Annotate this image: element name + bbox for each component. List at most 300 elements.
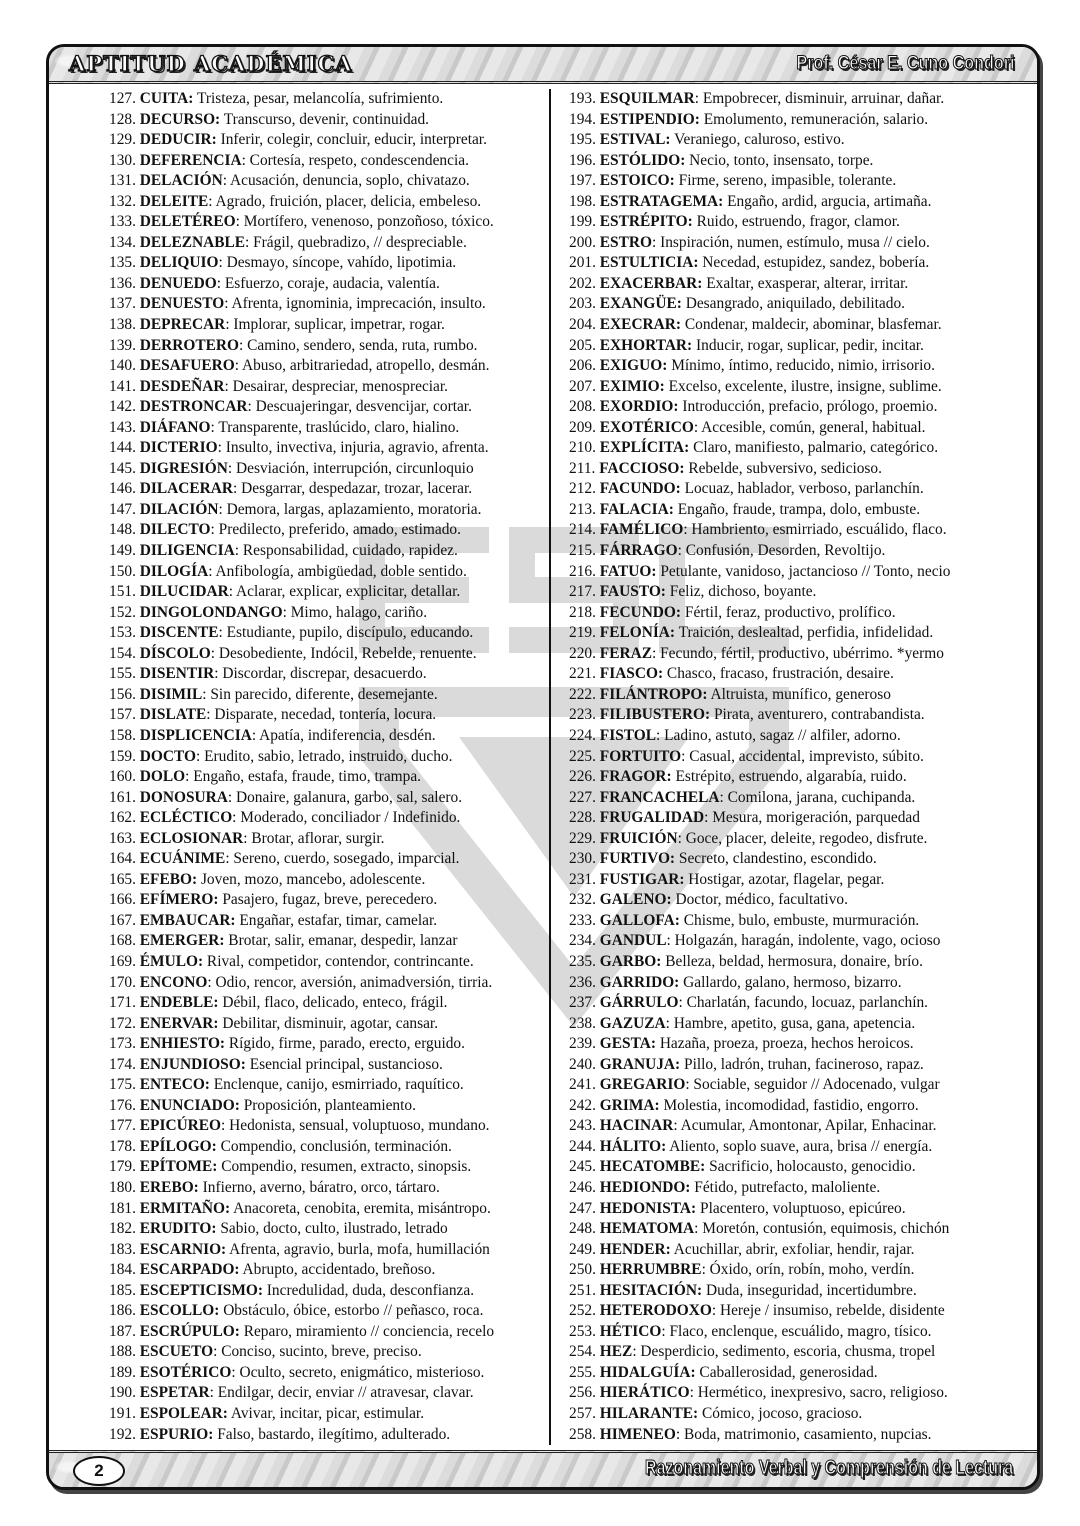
entry-definition: : Charlatán, facundo, locuaz, parlanchín.: [678, 994, 929, 1012]
entry-definition: Mínimo, íntimo, reducido, nimio, irrisorio.: [667, 357, 935, 375]
entry-term: GRANUJA:: [599, 1055, 681, 1073]
entry-term: EXOTÉRICO: [599, 418, 694, 436]
entry-definition: : Insulto, invectiva, injuria, agravio, afrenta.: [217, 439, 489, 457]
entry-term: DINGOLONDANGO: [139, 603, 283, 621]
entry-number: 249.: [569, 1240, 596, 1258]
entry-number: 213.: [569, 500, 596, 518]
glossary-entry: [569, 1199, 1009, 1220]
entry-definition: Duda, inseguridad, incertidumbre.: [702, 1281, 917, 1299]
entry-number: 253.: [569, 1322, 596, 1340]
entry-number: 191.: [109, 1405, 136, 1422]
entry-definition: : Erudito, sabio, letrado, instruido, ducho.: [195, 747, 453, 765]
entry-number: 204.: [569, 316, 596, 334]
entry-term: ESTOICO:: [599, 172, 675, 190]
glossary-entry: [109, 726, 549, 747]
entry-term: EXIGUO:: [599, 357, 668, 375]
entry-term: FELONÍA:: [599, 624, 676, 642]
entry-number: 150.: [109, 562, 136, 580]
entry-number: 217.: [569, 583, 596, 601]
entry-number: 258.: [569, 1425, 596, 1443]
entry-term: ENHIESTO:: [139, 1035, 226, 1053]
glossary-entry: [569, 1342, 1009, 1363]
entry-number: 190.: [109, 1384, 136, 1402]
entry-number: 223.: [569, 706, 596, 724]
entry-definition: : Cortesía, respeto, condescendencia.: [241, 151, 469, 169]
entry-term: DEPRECAR: [139, 316, 226, 334]
entry-number: 203.: [569, 295, 596, 313]
glossary-entry: [109, 500, 549, 521]
entry-number: 201.: [569, 254, 596, 272]
entry-number: 188.: [109, 1343, 136, 1361]
entry-number: 175.: [109, 1076, 136, 1094]
entry-definition: : Sin parecido, diferente, desemejante.: [202, 685, 438, 703]
entry-number: 218.: [569, 603, 596, 621]
glossary-entry: [569, 1363, 1009, 1384]
entry-number: 209.: [569, 418, 596, 436]
entry-number: 244.: [569, 1137, 596, 1155]
entry-term: FRUICIÓN: [599, 829, 678, 847]
entry-number: 149.: [109, 542, 136, 560]
entry-definition: : Sociable, seguidor // Adocenado, vulgar: [685, 1076, 940, 1094]
glossary-entry: [109, 1281, 549, 1302]
glossary-entry: [569, 1096, 1009, 1117]
entry-definition: : Endilgar, decir, enviar // atravesar, clavar.: [209, 1384, 474, 1402]
entry-definition: Aliento, soplo suave, aura, brisa // energía.: [666, 1137, 933, 1155]
entry-definition: Chasco, fracaso, frustración, desaire.: [663, 665, 894, 683]
header-author: Prof. César E. Cuno Condori: [796, 53, 1015, 74]
entry-definition: : Hereje / insumiso, rebelde, disidente: [711, 1302, 945, 1320]
entry-number: 219.: [569, 624, 596, 642]
entry-number: 215.: [569, 542, 596, 560]
entry-number: 155.: [109, 665, 136, 683]
glossary-entry: [109, 1199, 549, 1220]
glossary-entry: [569, 664, 1009, 685]
entry-term: EXACERBAR:: [599, 274, 703, 292]
glossary-entry: [569, 294, 1009, 315]
entry-number: 252.: [569, 1302, 596, 1320]
entry-term: DILIGENCIA: [139, 542, 235, 560]
glossary-entry: [569, 541, 1009, 562]
entry-number: 226.: [569, 768, 596, 786]
glossary-entry: [569, 829, 1009, 850]
glossary-entry: [569, 993, 1009, 1014]
entry-number: 211.: [569, 459, 596, 477]
entry-number: 139.: [109, 336, 136, 354]
entry-term: ECUÁNIME: [139, 850, 226, 868]
entry-number: 221.: [569, 665, 596, 683]
entry-term: ESTULTICIA:: [599, 254, 699, 272]
entry-term: HECATOMBE:: [599, 1158, 706, 1176]
entry-number: 183.: [109, 1240, 136, 1258]
glossary-entry: [109, 1322, 549, 1343]
entry-term: HESITACIÓN:: [599, 1281, 703, 1299]
entry-term: DELIQUIO: [139, 254, 219, 272]
entry-number: 167.: [109, 911, 136, 929]
entry-term: ERUDITO:: [139, 1220, 217, 1238]
glossary-entry: [109, 1260, 549, 1281]
entry-number: 143.: [109, 418, 136, 436]
entry-number: 180.: [109, 1178, 136, 1196]
entry-definition: : Fecundo, fértil, productivo, ubérrimo. *yermo: [651, 644, 944, 662]
glossary-entry: [569, 253, 1009, 274]
entry-definition: Afrenta, agravio, burla, mofa, humillación: [226, 1240, 490, 1258]
glossary-entry: [109, 603, 549, 624]
entry-term: ERMITAÑO:: [139, 1199, 231, 1217]
entry-term: FRAGOR:: [599, 768, 672, 786]
glossary-entry: [109, 767, 549, 788]
entry-definition: Veraniego, caluroso, estivo.: [670, 131, 845, 149]
entry-term: FATUO:: [599, 562, 657, 580]
glossary-entry: [109, 253, 549, 274]
glossary-entry: [109, 315, 549, 336]
entry-term: ENUNCIADO:: [139, 1096, 240, 1114]
entry-definition: Esencial principal, sustancioso.: [245, 1055, 443, 1073]
entry-definition: : Goce, placer, deleite, regodeo, disfrute.: [677, 829, 928, 847]
glossary-entry: [569, 931, 1009, 952]
entry-definition: Placentero, voluptuoso, epicúreo.: [696, 1199, 906, 1217]
entry-definition: : Oculto, secreto, enigmático, misterioso.: [231, 1363, 485, 1381]
entry-definition: Avivar, incitar, picar, estimular.: [227, 1405, 425, 1422]
glossary-entry: [569, 212, 1009, 233]
entry-number: 140.: [109, 357, 136, 375]
glossary-entry: [569, 192, 1009, 213]
glossary-entry: [569, 603, 1009, 624]
entry-definition: : Moderado, conciliador / Indefinido.: [232, 809, 461, 827]
entry-term: DOCTO: [139, 747, 196, 765]
entry-term: EREBO:: [139, 1178, 199, 1196]
entry-definition: : Desviación, interrupción, circunloquio: [227, 459, 474, 477]
entry-number: 174.: [109, 1055, 136, 1073]
entry-number: 208.: [569, 398, 596, 416]
entry-term: GANDUL: [599, 932, 667, 950]
entry-term: DISIMIL: [139, 685, 203, 703]
entry-number: 242.: [569, 1096, 596, 1114]
entry-number: 147.: [109, 500, 136, 518]
footer-band: [49, 1450, 1037, 1487]
entry-term: DENUEDO: [139, 274, 217, 292]
glossary-entry: [569, 500, 1009, 521]
entry-term: FRANCACHELA: [599, 788, 720, 806]
glossary-entry: [569, 479, 1009, 500]
entry-number: 240.: [569, 1055, 596, 1073]
entry-definition: Secreto, clandestino, escondido.: [675, 850, 877, 868]
entry-term: FÁRRAGO: [599, 542, 678, 560]
entry-definition: Locuaz, hablador, verboso, parlanchín.: [680, 480, 924, 498]
entry-definition: : Brotar, aflorar, surgir.: [243, 829, 385, 847]
entry-number: 131.: [109, 172, 136, 190]
entry-definition: : Odio, rencor, aversión, animadversión, tirria.: [207, 973, 493, 991]
entry-number: 241.: [569, 1076, 596, 1094]
glossary-entry: [109, 89, 549, 110]
entry-term: FORTUITO: [599, 747, 682, 765]
glossary-entry: [109, 582, 549, 603]
entry-term: EPÍTOME:: [139, 1158, 218, 1176]
entry-number: 198.: [569, 192, 596, 210]
entry-definition: : Aclarar, explicar, explicitar, detallar.: [228, 583, 461, 601]
entry-term: ENJUNDIOSO:: [139, 1055, 246, 1073]
glossary-entry: [109, 808, 549, 829]
entry-number: 205.: [569, 336, 596, 354]
entry-number: 222.: [569, 685, 596, 703]
entry-number: 243.: [569, 1117, 596, 1135]
entry-definition: : Desairar, despreciar, menospreciar.: [224, 377, 448, 395]
entry-definition: Debilitar, disminuir, agotar, cansar.: [218, 1014, 439, 1032]
glossary-entry: [109, 1116, 549, 1137]
entry-term: DISENTIR: [139, 665, 215, 683]
entry-term: FURTIVO:: [599, 850, 676, 868]
entry-term: ESPETAR: [139, 1384, 210, 1402]
entry-term: FAUSTO:: [599, 583, 666, 601]
entry-definition: : Empobrecer, disminuir, arruinar, dañar.: [694, 90, 945, 107]
entry-number: 238.: [569, 1014, 596, 1032]
glossary-entry: [569, 767, 1009, 788]
entry-term: ESCARPADO:: [139, 1261, 240, 1279]
entry-term: ESCARNIO:: [139, 1240, 227, 1258]
entry-term: FALACIA:: [599, 500, 674, 518]
entry-term: DILUCIDAR: [139, 583, 229, 601]
entry-definition: Falso, bastardo, ilegítimo, adulterado.: [213, 1425, 451, 1443]
entry-definition: Engaño, ardid, argucia, artimaña.: [723, 192, 932, 210]
entry-number: 194.: [569, 110, 596, 128]
glossary-entry: [109, 171, 549, 192]
entry-definition: : Estudiante, pupilo, discípulo, educando.: [218, 624, 474, 642]
entry-number: 135.: [109, 254, 136, 272]
entry-term: GESTA:: [599, 1035, 656, 1053]
entry-definition: Engañar, estafar, timar, camelar.: [235, 911, 438, 929]
glossary-entry: [109, 212, 549, 233]
entry-term: FUSTIGAR:: [599, 870, 685, 888]
entry-number: 250.: [569, 1261, 596, 1279]
entry-number: 257.: [569, 1405, 596, 1422]
entry-number: 193.: [569, 90, 596, 107]
entry-definition: Rival, competidor, contendor, contrincante.: [203, 952, 474, 970]
entry-term: FISTOL: [599, 726, 656, 744]
entry-definition: : Hambre, apetito, gusa, gana, apetencia.: [665, 1014, 916, 1032]
glossary-entry: [109, 1219, 549, 1240]
entry-number: 182.: [109, 1220, 136, 1238]
entry-definition: Exaltar, exasperar, alterar, irritar.: [702, 274, 909, 292]
entry-term: DESTRONCAR: [139, 398, 248, 416]
entry-definition: Gallardo, galano, hermoso, bizarro.: [679, 973, 902, 991]
entry-definition: : Engaño, estafa, fraude, timo, trampa.: [185, 768, 422, 786]
entry-definition: Chisme, bulo, embuste, murmuración.: [679, 911, 920, 929]
entry-number: 152.: [109, 603, 136, 621]
entry-term: DILACERAR: [139, 480, 234, 498]
entry-number: 197.: [569, 172, 596, 190]
entry-term: ESQUILMAR: [599, 90, 695, 107]
entry-term: FIASCO:: [599, 665, 664, 683]
glossary-entry: [569, 808, 1009, 829]
entry-definition: Proposición, planteamiento.: [239, 1096, 416, 1114]
entry-term: ESPOLEAR:: [139, 1405, 228, 1422]
glossary-entry: [569, 870, 1009, 891]
entry-term: DÍSCOLO: [139, 644, 211, 662]
entry-definition: : Boda, matrimonio, casamiento, nupcias.: [675, 1425, 932, 1443]
glossary-entry: [109, 130, 549, 151]
footer-subject: Razonamiento Verbal y Comprensión de Lectura: [644, 1457, 1013, 1479]
entry-term: ESTRÉPITO:: [599, 213, 693, 231]
entry-term: EPICÚREO: [139, 1117, 222, 1135]
entry-term: HEDIONDO:: [599, 1178, 691, 1196]
glossary-content: [77, 89, 1009, 1445]
page-number-badge: 2: [73, 1456, 125, 1486]
entry-term: FRUGALIDAD: [599, 809, 705, 827]
entry-number: 231.: [569, 870, 596, 888]
entry-definition: Rebelde, subversivo, sedicioso.: [684, 459, 882, 477]
entry-number: 161.: [109, 788, 136, 806]
entry-definition: : Acusación, denuncia, soplo, chivatazo.: [222, 172, 470, 190]
entry-definition: : Anfibología, ambigüedad, doble sentido.: [208, 562, 467, 580]
entry-term: ECLOSIONAR: [139, 829, 244, 847]
glossary-entry: [569, 1055, 1009, 1076]
entry-number: 159.: [109, 747, 136, 765]
entry-number: 185.: [109, 1281, 136, 1299]
entry-definition: : Esfuerzo, coraje, audacia, valentía.: [216, 274, 440, 292]
entry-term: ESTÓLIDO:: [599, 151, 686, 169]
entry-term: HEMATOMA: [599, 1220, 695, 1238]
entry-term: DILOGÍA: [139, 562, 209, 580]
entry-number: 248.: [569, 1220, 596, 1238]
glossary-entry: [109, 1363, 549, 1384]
glossary-entry: [569, 1014, 1009, 1035]
glossary-entry: [569, 233, 1009, 254]
entry-term: DERROTERO: [139, 336, 239, 354]
entry-term: DELEZNABLE: [139, 233, 245, 251]
entry-number: 232.: [569, 891, 596, 909]
entry-definition: Tristeza, pesar, melancolía, sufrimiento.: [193, 90, 444, 107]
entry-definition: : Desperdicio, sedimento, escoria, chusma, tropel: [632, 1343, 936, 1361]
entry-number: 156.: [109, 685, 136, 703]
entry-number: 192.: [109, 1425, 136, 1443]
glossary-entry: [109, 438, 549, 459]
entry-term: DELACIÓN: [139, 172, 223, 190]
entry-definition: : Ladino, astuto, sagaz // alfiler, adorno.: [655, 726, 901, 744]
entry-term: HÁLITO:: [599, 1137, 667, 1155]
entry-definition: Cómico, jocoso, gracioso.: [698, 1405, 863, 1422]
entry-term: GALLOFA:: [599, 911, 680, 929]
entry-number: 184.: [109, 1261, 136, 1279]
entry-term: ENDEBLE:: [139, 994, 219, 1012]
entry-definition: Abrupto, accidentado, breñoso.: [239, 1261, 436, 1279]
entry-definition: Sacrificio, holocausto, genocidio.: [705, 1158, 916, 1176]
glossary-entry: [109, 356, 549, 377]
entry-number: 166.: [109, 891, 136, 909]
entry-number: 202.: [569, 274, 596, 292]
glossary-entry: [569, 130, 1009, 151]
entry-number: 128.: [109, 110, 136, 128]
entry-number: 168.: [109, 932, 136, 950]
entry-number: 130.: [109, 151, 136, 169]
entry-definition: Inferir, colegir, concluir, educir, interpretar.: [216, 131, 487, 149]
entry-number: 239.: [569, 1035, 596, 1053]
entry-number: 246.: [569, 1178, 596, 1196]
entry-definition: : Camino, sendero, senda, ruta, rumbo.: [239, 336, 478, 354]
entry-definition: : Donaire, galanura, garbo, sal, salero.: [227, 788, 463, 806]
glossary-entry: [569, 788, 1009, 809]
glossary-entry: [109, 520, 549, 541]
entry-definition: Claro, manifiesto, palmario, categórico.: [689, 439, 939, 457]
entry-number: 251.: [569, 1281, 596, 1299]
glossary-entry: [109, 541, 549, 562]
glossary-entry: [109, 993, 549, 1014]
entry-number: 247.: [569, 1199, 596, 1217]
glossary-entry: [569, 1404, 1009, 1425]
entry-number: 158.: [109, 726, 136, 744]
entry-term: FACUNDO:: [599, 480, 681, 498]
entry-definition: Belleza, beldad, hermosura, donaire, brío.: [661, 952, 923, 970]
entry-definition: : Inspiración, numen, estímulo, musa // cielo.: [651, 233, 930, 251]
entry-definition: : Sereno, cuerdo, sosegado, imparcial.: [225, 850, 460, 868]
entry-definition: Hostigar, azotar, flagelar, pegar.: [684, 870, 885, 888]
glossary-entry: [569, 644, 1009, 665]
entry-number: 225.: [569, 747, 596, 765]
entry-number: 137.: [109, 295, 136, 313]
entry-number: 165.: [109, 870, 136, 888]
entry-number: 129.: [109, 131, 136, 149]
entry-definition: Doctor, médico, facultativo.: [671, 891, 848, 909]
entry-term: DELEITE: [139, 192, 209, 210]
entry-definition: Introducción, prefacio, prólogo, proemio.: [678, 398, 938, 416]
entry-definition: : Afrenta, ignominia, imprecación, insulto.: [224, 295, 486, 313]
entry-term: DECURSO:: [139, 110, 221, 128]
entry-definition: Brotar, salir, emanar, despedir, lanzar: [224, 932, 458, 950]
glossary-entry: [569, 952, 1009, 973]
entry-definition: Compendio, resumen, extracto, sinopsis.: [217, 1158, 472, 1176]
glossary-entry: [109, 685, 549, 706]
entry-term: EXORDIO:: [599, 398, 679, 416]
glossary-entry: [109, 664, 549, 685]
entry-number: 133.: [109, 213, 136, 231]
glossary-entry: [569, 726, 1009, 747]
entry-term: DISCENTE: [139, 624, 219, 642]
entry-number: 236.: [569, 973, 596, 991]
glossary-column-right: [551, 89, 1009, 1445]
glossary-entry: [109, 1425, 549, 1446]
glossary-entry: [569, 1034, 1009, 1055]
entry-term: CUITA:: [139, 90, 194, 107]
glossary-entry: [569, 1178, 1009, 1199]
entry-number: 177.: [109, 1117, 136, 1135]
entry-number: 181.: [109, 1199, 136, 1217]
entry-definition: : Mortífero, venenoso, ponzoñoso, tóxico.: [235, 213, 494, 231]
page-frame: [46, 44, 1040, 1490]
entry-number: 173.: [109, 1035, 136, 1053]
entry-term: FILÁNTROPO:: [599, 685, 708, 703]
entry-term: GARRIDO:: [599, 973, 680, 991]
glossary-entry: [569, 315, 1009, 336]
glossary-entry: [109, 911, 549, 932]
entry-definition: Necedad, estupidez, sandez, bobería.: [698, 254, 930, 272]
glossary-entry: [569, 459, 1009, 480]
entry-definition: Traición, deslealtad, perfidia, infidelidad.: [675, 624, 934, 642]
entry-definition: : Hedonista, sensual, voluptuoso, mundano.: [221, 1117, 490, 1135]
glossary-entry: [569, 1425, 1009, 1446]
entry-term: DEFERENCIA: [139, 151, 242, 169]
entry-number: 148.: [109, 521, 136, 539]
glossary-entry: [569, 438, 1009, 459]
entry-definition: Transcurso, devenir, continuidad.: [220, 110, 430, 128]
glossary-entry: [569, 623, 1009, 644]
entry-number: 228.: [569, 809, 596, 827]
entry-number: 163.: [109, 829, 136, 847]
entry-number: 145.: [109, 459, 136, 477]
glossary-entry: [109, 644, 549, 665]
entry-number: 234.: [569, 932, 596, 950]
glossary-entry: [109, 1342, 549, 1363]
entry-number: 144.: [109, 439, 136, 457]
glossary-entry: [109, 377, 549, 398]
entry-term: DONOSURA: [139, 788, 228, 806]
